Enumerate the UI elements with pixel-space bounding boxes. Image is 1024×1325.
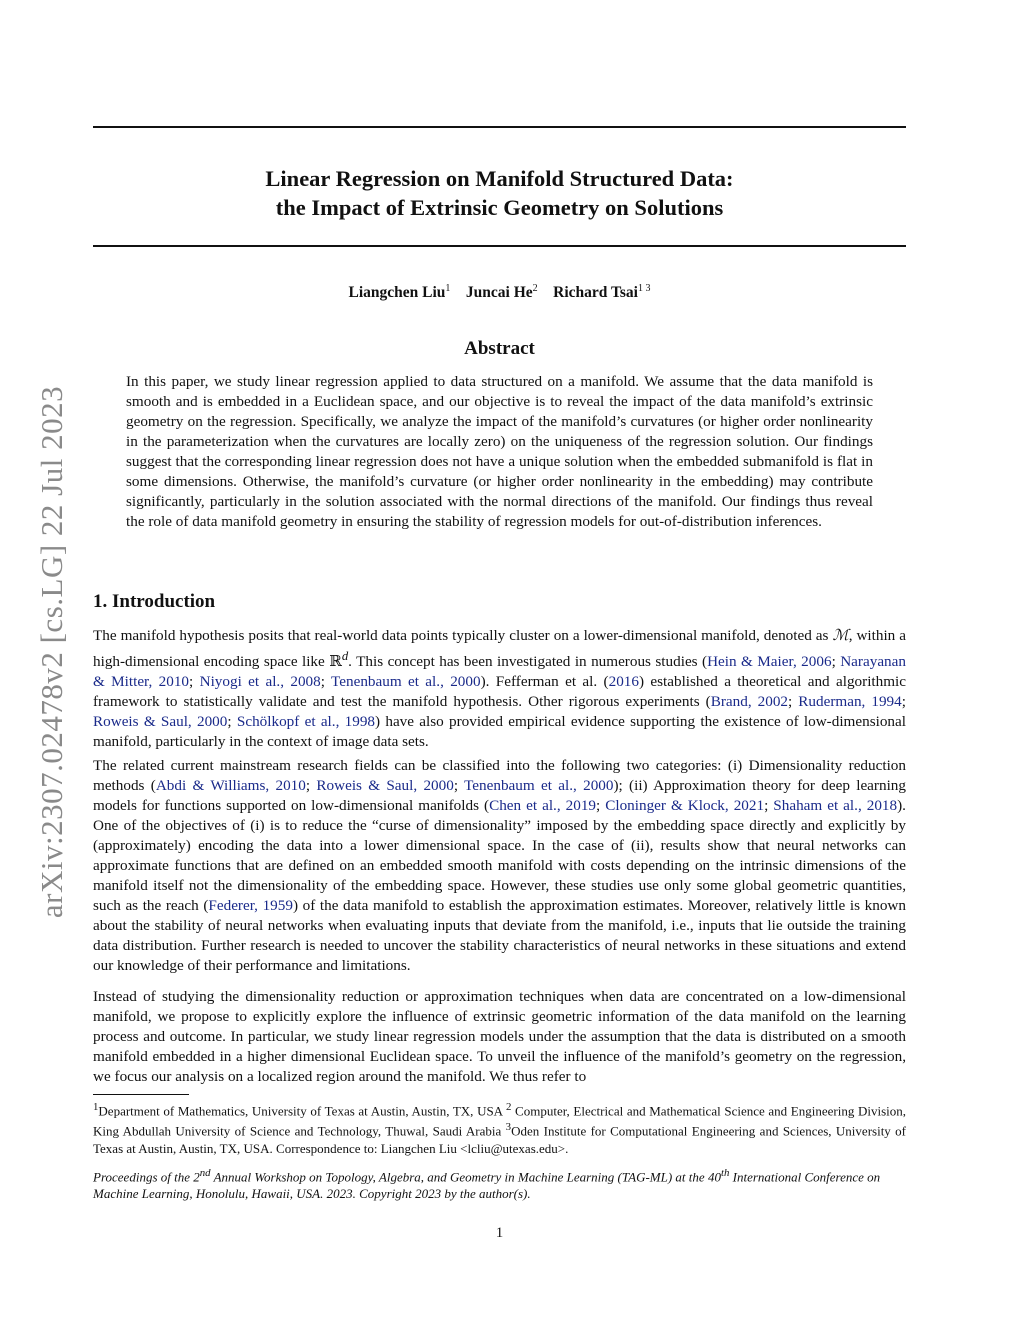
- citation-link[interactable]: Shaham et al., 2018: [773, 797, 898, 814]
- ordinal-number: 2: [193, 1169, 200, 1185]
- math-superscript: d: [341, 649, 349, 663]
- title-line-1: Linear Regression on Manifold Structured Data:: [265, 166, 734, 191]
- math-symbol: ℳ: [832, 627, 849, 644]
- text-run: Department of Mathematics, University of Texas at Austin, Austin, TX, USA: [98, 1103, 506, 1119]
- citation-link[interactable]: Chen et al., 2019: [489, 797, 597, 814]
- proceedings-note: [93, 1165, 906, 1202]
- text-run: ) established a theoretical and algorithmic framework to statistically validate and test the manifold hypothesis. Other rigorous experiments (: [93, 673, 907, 711]
- ordinal-number: 40: [707, 1169, 721, 1185]
- citation-link[interactable]: Hein & Maier, 2006: [707, 653, 832, 671]
- author-name: Richard Tsai: [553, 284, 638, 302]
- arxiv-identifier[interactable]: arXiv:2307.02478v2 [cs.LG] 22 Jul 2023: [34, 385, 69, 919]
- citation-link[interactable]: Tenenbaum et al., 2000: [331, 673, 481, 691]
- math-symbol: ℝ: [329, 653, 342, 671]
- author-list: [93, 283, 906, 302]
- title-bottom-rule: [93, 245, 906, 247]
- page-number: 1: [495, 1225, 504, 1241]
- footnote-marker: 2: [506, 1101, 512, 1113]
- footnote-divider: [93, 1094, 189, 1095]
- author-affiliation: 1: [445, 283, 451, 294]
- affiliations-footnote: [93, 1099, 906, 1157]
- citation-link[interactable]: Roweis & Saul, 2000: [316, 777, 454, 794]
- text-run: The related current mainstream research fields can be classified into the following two categories: (i) Dimensionality reduction methods (: [93, 757, 906, 794]
- citation-link[interactable]: 2016: [608, 673, 639, 691]
- intro-paragraph-3: Instead of studying the dimensionality reduction or approximation techniques when data are concentrated on a low-dimensional manifold, we propose to explicitly explore the influence of extrinsic geometric information of the data manifold on the learning process and outcome. In particular, we study linear regression models under the assumption that the data is distributed on a smooth manifold embedded in a higher dimensional Euclidean space. To unveil the influence of the manifold’s geometry on the regression, we focus our analysis on a localized region around the manifold. We thus refer to: [93, 988, 906, 1085]
- abstract-text: In this paper, we study linear regression applied to data structured on a manifold. We assume that the data manifold is smooth and is embedded in a Euclidean space, and our objective is to reveal the impact of the data manifold’s extrinsic geometry on the regression. Specifically, we analyze the impact of the manifold’s curvatures (or higher order nonlinearity in the parameterization when the curvatures are locally zero) on the uniqueness of the regression solution. Our findings suggest that the corresponding linear regression does not have a unique solution when the embedded submanifold is flat in some dimensions. Otherwise, the manifold’s curvature (or higher order nonlinearity in the embedding) may contribute significantly, particularly in the solution associated with the normal directions of the manifold. Our findings thus reveal the role of data manifold geometry in ensuring the stability of regression models for out-of-distribution inferences.: [126, 373, 873, 530]
- text-run: Computer, Electrical and Mathematical Science and Engineering Division, King Abdullah University of Science and Technology, Thuwal, Saudi Arabia: [93, 1103, 906, 1139]
- text-run: Annual Workshop on Topology, Algebra, and Geometry in Machine Learning (TAG-ML) at the: [210, 1169, 708, 1185]
- citation-link[interactable]: Cloninger & Klock, 2021: [605, 797, 765, 814]
- citation-link[interactable]: Niyogi et al., 2008: [199, 673, 321, 691]
- citation-link[interactable]: Tenenbaum et al., 2000: [464, 777, 614, 794]
- text-run: ); (ii) Approximation theory for deep learning models for functions supported on low-dimensional manifolds (: [93, 777, 906, 814]
- citation-link[interactable]: Narayanan & Mitter, 2010: [93, 653, 906, 691]
- intro-paragraph-2: The related current mainstream research fields can be classified into the following two categories: (i) Dimensionality reduction methods (Abdi & Williams, 2010; Roweis & Saul, 2000; Tenenbaum et al., 2000); (ii) Approximation theory for deep learning models for functions supported on low-dimensional manifolds (Chen et al., 2019; Cloninger & Klock, 2021; Shaham et al., 2018). One of the objectives of (i) is to reduce the “curse of dimensionality” imposed by the embedding space directly and explicitly by (approximately) encoding the data into a lower dimensional space. In the case of (ii), results show that neural networks can approximate functions that are defined on an embedded smooth manifold with costs depending on the intrinsic dimensions of the manifold itself not the dimensionality of the embedding space. However, these studies use only some global geometric quantities, such as the reach (Federer, 1959) of the data manifold to establish the approximation estimates. Moreover, relatively little is known about the stability of neural networks when evaluating inputs that deviate from the manifold, i.e., inputs that lie outside the training data distribution. Further research is needed to uncover the stability characteristics of neural networks in these situations and extend our knowledge of their performance and limitations.: [93, 757, 906, 974]
- text-run: ) have also provided empirical evidence supporting the existence of low-dimensional manifold, particularly in the context of image data sets.: [93, 713, 906, 751]
- text-run: International Conference on Machine Learning, Honolulu, Hawaii, USA. 2023. Copyright 2023 by the author(s).: [93, 1169, 881, 1202]
- citation-link[interactable]: Brand, 2002: [710, 693, 789, 711]
- author-name: Liangchen Liu: [348, 284, 446, 302]
- abstract-heading: Abstract: [464, 338, 535, 359]
- text-run: Proceedings of the: [93, 1169, 194, 1185]
- title-top-rule: [93, 126, 906, 128]
- footnote-marker: 1: [93, 1101, 99, 1113]
- text-run: Oden Institute for Computational Engineering and Sciences, University of Texas at Austin, Austin, TX, USA. Correspondence to: Liangchen Liu <lcliu@utexas.edu>.: [93, 1123, 907, 1156]
- footnote-marker: 3: [505, 1121, 512, 1134]
- text-run: , within a high-dimensional encoding space like: [93, 627, 906, 671]
- text-run: ). One of the objectives of (i) is to reduce the “curse of dimensionality” imposed by the embedding space directly and explicitly by (approximately) encoding the data into a lower dimensional space. In the case of (ii), results show that neural networks can approximate functions that are defined on an embedded smooth manifold with costs depending on the intrinsic dimensions of the manifold itself not the dimensionality of the embedding space. However, these studies use only some global geometric quantities, such as the reach (: [93, 797, 906, 914]
- text-run: The manifold hypothesis posits that real-world data points typically cluster on a lower-dimensional manifold, denoted as: [93, 627, 833, 644]
- ordinal-suffix: nd: [199, 1167, 211, 1179]
- author-affiliation: 2: [532, 283, 538, 294]
- section-heading-introduction: 1. Introduction: [93, 591, 216, 612]
- citation-link[interactable]: Schölkopf et al., 1998: [236, 713, 376, 731]
- citation-link[interactable]: Ruderman, 1994: [798, 693, 902, 711]
- author-affiliation: 1 3: [638, 283, 651, 294]
- ordinal-suffix: th: [720, 1167, 730, 1179]
- paper-title: [93, 164, 906, 222]
- author-name: Juncai He: [465, 284, 533, 302]
- text-run: ) of the data manifold to establish the approximation estimates. Moreover, relatively little is known about the stability of neural networks when evaluating inputs that deviate from the manifold, i.e., inputs that lie outside the training data distribution. Further research is needed to uncover the stability characteristics of neural networks in these situations and extend our knowledge of their performance and limitations.: [93, 897, 906, 974]
- text-run: . This concept has been investigated in numerous studies (: [348, 653, 708, 671]
- intro-paragraph-1: The manifold hypothesis posits that real-world data points typically cluster on a lower-dimensional manifold, denoted as ℳ, within a high-dimensional encoding space like ℝ$^d$. This concept has been investigated in numerous studies (Hein & Maier, 2006; Narayanan & Mitter, 2010; Niyogi et al., 2008; Tenenbaum et al., 2000). Fefferman et al. (2016) established a theoretical and algorithmic framework to statistically validate and test the manifold hypothesis. Other rigorous experiments (Brand, 2002; Ruderman, 1994; Roweis & Saul, 2000; Schölkopf et al., 1998) have also provided empirical evidence supporting the existence of low-dimensional manifold, particularly in the context of image data sets.: [93, 627, 907, 751]
- citation-link[interactable]: Federer, 1959: [208, 897, 293, 914]
- citation-link[interactable]: Roweis & Saul, 2000: [93, 713, 228, 731]
- title-line-2: the Impact of Extrinsic Geometry on Solutions: [275, 195, 724, 220]
- text-run: ). Fefferman et al. (: [480, 673, 609, 691]
- citation-link[interactable]: Abdi & Williams, 2010: [155, 777, 306, 794]
